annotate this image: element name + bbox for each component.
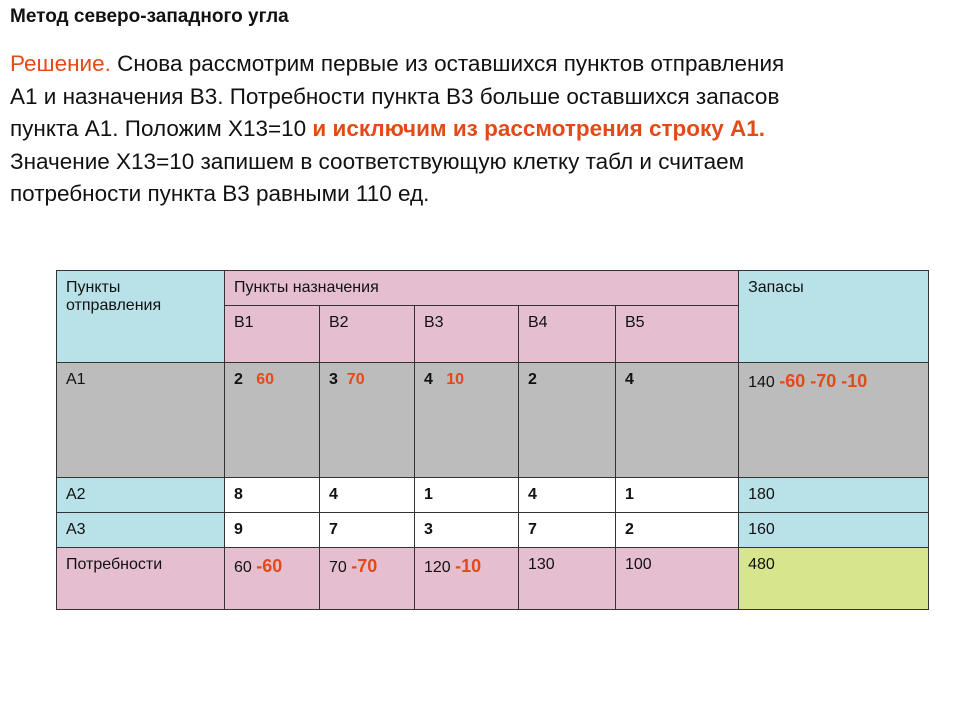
cost-value: 2 <box>528 371 537 388</box>
cell-a3-b2: 7 <box>320 513 415 548</box>
dest-label-b4: В4 <box>519 306 616 363</box>
demand-base: 120 <box>424 559 456 576</box>
supply-a1 <box>739 363 929 478</box>
cell-a2-b3: 1 <box>415 478 519 513</box>
solution-paragraph <box>10 48 950 211</box>
cell-a2-b4: 4 <box>519 478 616 513</box>
paragraph-line-3-text: пункта А1. Положим Х13=10 <box>10 116 313 141</box>
row-label-a1: А1 <box>57 363 225 478</box>
dest-label-b2: В2 <box>320 306 415 363</box>
demand-base: 70 <box>329 559 352 576</box>
cell-a2-b5: 1 <box>616 478 739 513</box>
cell-a3-b5: 2 <box>616 513 739 548</box>
cell-a1-b2 <box>320 363 415 478</box>
cost-value: 4 <box>424 371 433 388</box>
dest-label-b5: В5 <box>616 306 739 363</box>
cell-a1-b3 <box>415 363 519 478</box>
demand-label: Потребности <box>57 548 225 610</box>
cell-a2-b1: 8 <box>225 478 320 513</box>
allocation-value: 10 <box>446 371 465 388</box>
table-row <box>57 363 929 478</box>
supply-a2: 180 <box>739 478 929 513</box>
row-label-a3: А3 <box>57 513 225 548</box>
demand-change: -60 <box>256 556 283 576</box>
transport-table <box>56 270 929 610</box>
demand-b5: 100 <box>616 548 739 610</box>
table-row <box>57 478 929 513</box>
cell-a1-b1 <box>225 363 320 478</box>
demand-change: -10 <box>455 556 482 576</box>
supply-changes: -60 -70 -10 <box>779 371 868 391</box>
dest-label-b3: В3 <box>415 306 519 363</box>
header-origins: Пункты отправления <box>57 271 225 363</box>
cell-a1-b5 <box>616 363 739 478</box>
paragraph-line-1 <box>10 48 950 81</box>
cell-a1-b4 <box>519 363 616 478</box>
dest-label-b1: В1 <box>225 306 320 363</box>
cell-a3-b4: 7 <box>519 513 616 548</box>
allocation-value: 60 <box>256 371 275 388</box>
cost-value: 2 <box>234 371 243 388</box>
header-supply: Запасы <box>739 271 929 363</box>
demand-b4: 130 <box>519 548 616 610</box>
cost-value: 4 <box>625 371 634 388</box>
allocation-value: 70 <box>346 371 365 388</box>
demand-b2 <box>320 548 415 610</box>
demand-b3 <box>415 548 519 610</box>
cell-a3-b1: 9 <box>225 513 320 548</box>
header-destinations: Пункты назначения <box>225 271 739 306</box>
table-row <box>57 513 929 548</box>
paragraph-line-4: Значение Х13=10 запишем в соответствующую клетку табл и считаем <box>10 148 745 174</box>
paragraph-line-5: потребности пункта В3 равными 110 ед. <box>10 181 430 206</box>
supply-base: 140 <box>748 374 780 391</box>
row-label-a2: А2 <box>57 478 225 513</box>
demand-total: 480 <box>739 548 929 610</box>
demand-change: -70 <box>351 556 378 576</box>
paragraph-line-1-text: Снова рассмотрим первые из оставшихся пунктов отправления <box>110 51 785 76</box>
solution-label: Решение. <box>10 51 111 76</box>
demand-base: 60 <box>234 559 257 576</box>
page-title: Метод северо-западного угла <box>10 6 289 27</box>
cell-a3-b3: 3 <box>415 513 519 548</box>
paragraph-line-2: А1 и назначения В3. Потребности пункта В3 больше оставшихся запасов <box>10 83 780 109</box>
table-row <box>57 548 929 610</box>
demand-b1 <box>225 548 320 610</box>
cell-a2-b2: 4 <box>320 478 415 513</box>
supply-a3: 160 <box>739 513 929 548</box>
paragraph-line-3 <box>10 113 950 146</box>
paragraph-highlight: и исключим из рассмотрения строку А1. <box>312 116 766 141</box>
cost-value: 3 <box>329 371 338 388</box>
